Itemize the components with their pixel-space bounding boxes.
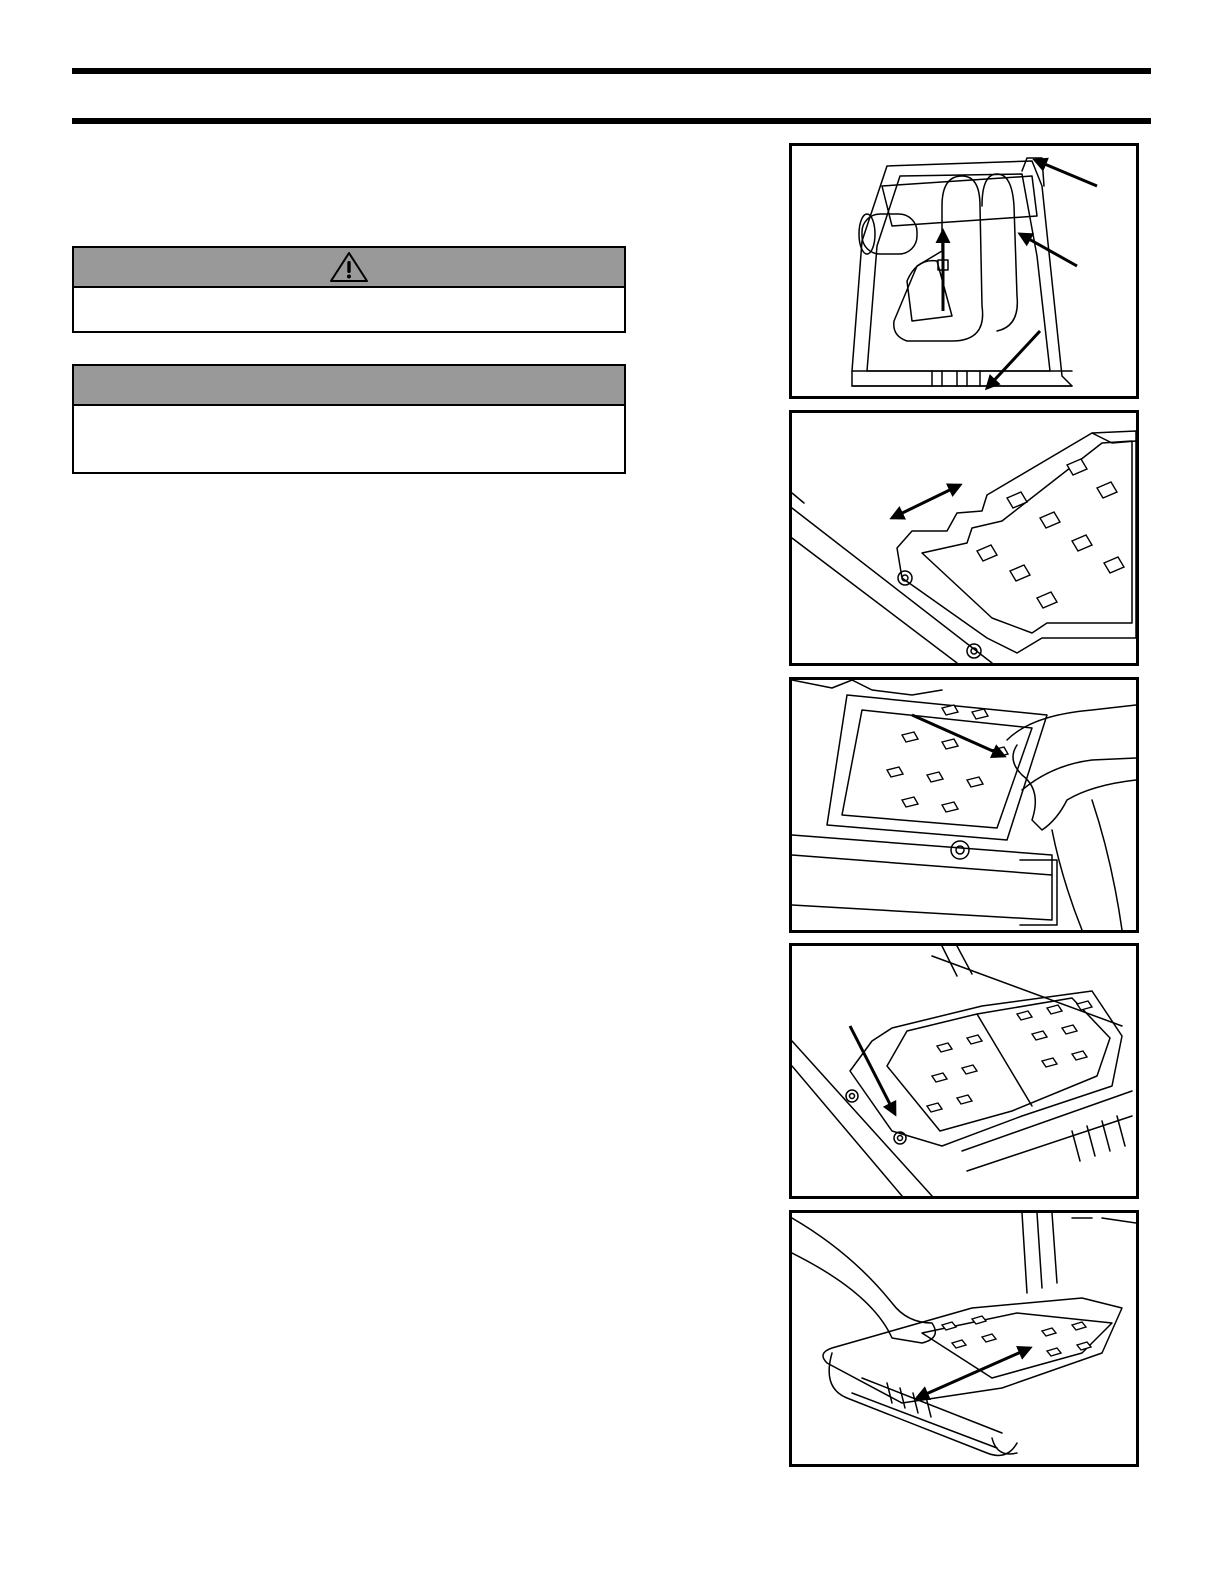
warning-box-body — [74, 288, 624, 300]
warning-box-header — [74, 248, 624, 288]
figure-hand-placing-extension-table — [789, 677, 1139, 933]
warning-triangle-icon — [329, 251, 369, 283]
header-rule-top — [72, 68, 1151, 74]
notice-box — [72, 364, 626, 474]
notice-box-body — [74, 406, 624, 418]
figure-extension-table-installed — [789, 943, 1139, 1199]
warning-box — [72, 246, 626, 333]
figure-sliding-table-movement — [789, 1210, 1139, 1467]
header-rule-bottom — [72, 118, 1151, 124]
figure-saw-motor-assembly — [789, 143, 1139, 399]
notice-box-header — [74, 366, 624, 406]
figure-extension-table-slide — [789, 410, 1139, 666]
